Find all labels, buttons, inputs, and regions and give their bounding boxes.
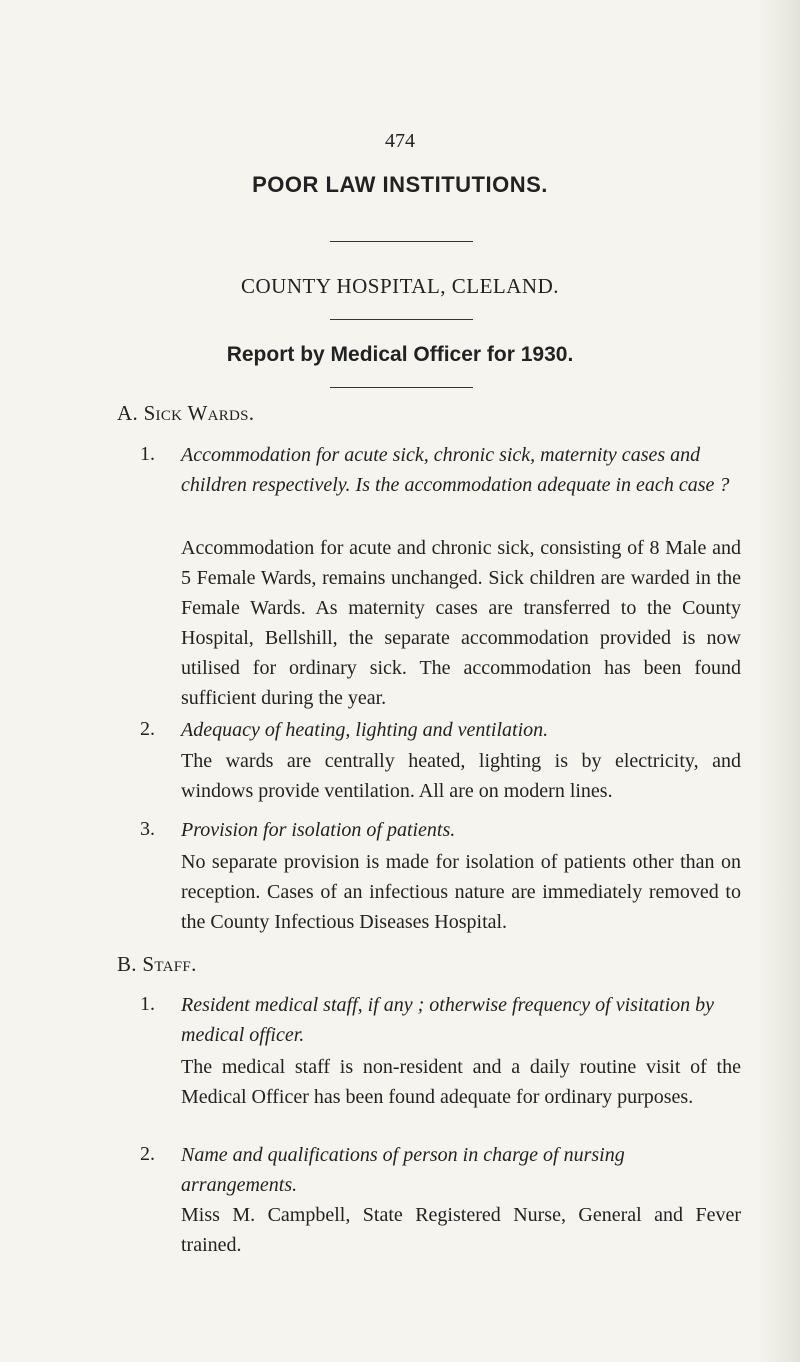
item-question: Accommodation for acute sick, chronic sick, maternity cases and children respectively. Is the accommodation adequate in each case ?	[181, 444, 730, 496]
item-question: Provision for isolation of patients.	[181, 819, 456, 841]
item-question: Name and qualifications of person in charge of nursing arrangements.	[181, 1144, 625, 1196]
section-letter: A.	[117, 401, 139, 425]
section-heading-b	[117, 952, 197, 977]
page-number: 474	[385, 130, 415, 152]
item-number: 1.	[140, 443, 155, 465]
divider-rule	[330, 241, 473, 242]
item-number: 1.	[140, 993, 155, 1015]
section-letter: B.	[117, 952, 137, 976]
item-answer: Accommodation for acute and chronic sick, consisting of 8 Male and 5 Female Wards, remains unchanged. Sick children are warded in the Female Wards. As maternity cases are transferred to the County Hospital, Bellshill, the separate accommodation provided is now utilised for ordinary sick. The accommodation has been found sufficient during the year.	[181, 537, 741, 709]
item-answer: The wards are centrally heated, lighting is by electricity, and windows provide ventilation. All are on modern lines.	[181, 750, 741, 802]
divider-rule	[330, 319, 473, 320]
item-number: 2.	[140, 1143, 155, 1165]
item-answer: The medical staff is non-resident and a daily routine visit of the Medical Officer has been found adequate for ordinary purposes.	[181, 1056, 741, 1108]
item-answer: No separate provision is made for isolation of patients other than on reception. Cases of an infectious nature are immediately removed to the County Infectious Diseases Hospital.	[181, 851, 741, 933]
section-title: Staff.	[142, 952, 197, 976]
divider-rule	[330, 387, 473, 388]
report-heading: Report by Medical Officer for 1930.	[226, 343, 574, 366]
document-title: POOR LAW INSTITUTIONS.	[252, 172, 548, 197]
section-heading-a	[117, 401, 254, 426]
item-question: Resident medical staff, if any ; otherwise frequency of visitation by medical officer.	[181, 994, 715, 1046]
item-question: Adequacy of heating, lighting and ventilation.	[181, 719, 549, 741]
document-subtitle: COUNTY HOSPITAL, CLELAND.	[240, 274, 560, 298]
item-number: 3.	[140, 818, 155, 840]
item-number: 2.	[140, 718, 155, 740]
item-answer: Miss M. Campbell, State Registered Nurse, General and Fever trained.	[181, 1204, 741, 1256]
section-title: Sick Wards.	[143, 401, 255, 425]
